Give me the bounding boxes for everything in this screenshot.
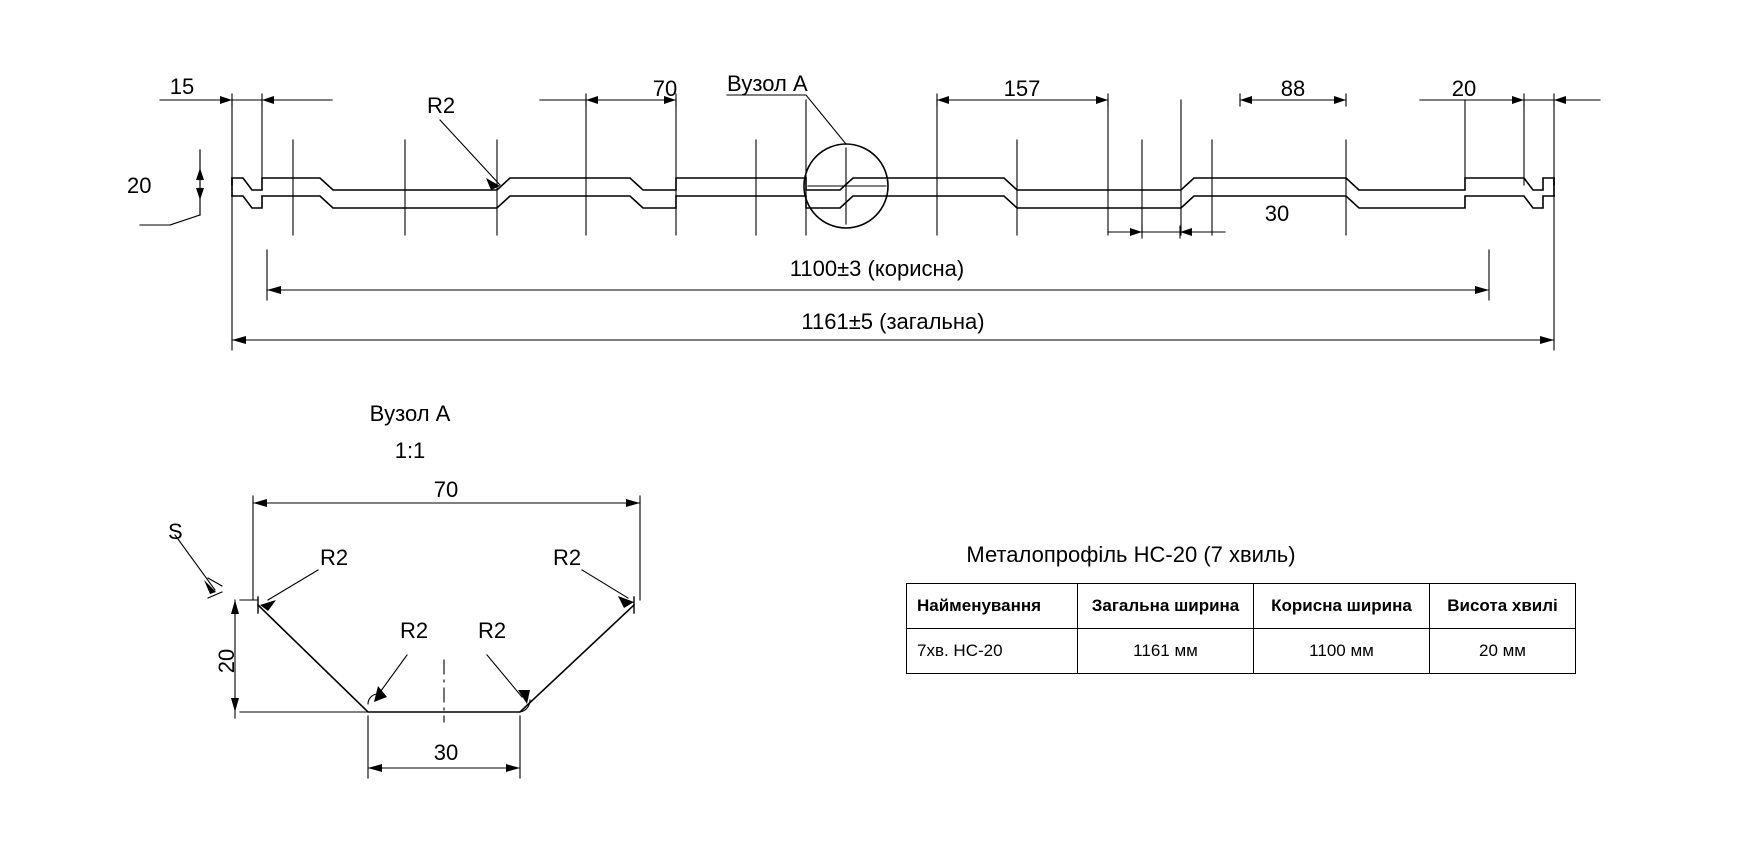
spec-cell-useful-width: 1100 мм [1254, 629, 1430, 674]
dim-label-20-right: 20 [1451, 76, 1477, 101]
detail-dim-label-30: 30 [433, 740, 459, 765]
detail-dim-label-70: 70 [433, 477, 459, 502]
dim-label-15: 15 [169, 74, 195, 99]
node-a-callout-label: Вузол А [727, 71, 808, 96]
dim-label-r2-top: R2 [427, 93, 456, 118]
profile-outer-contour [232, 178, 1554, 190]
profile-inner-contour [232, 196, 1554, 208]
spec-header-name: Найменування [907, 584, 1078, 629]
table-row [907, 629, 1576, 674]
detail-dim-label-r2-inner-right: R2 [478, 618, 507, 643]
dim-30-top [1108, 226, 1225, 238]
spec-cell-name: 7хв. НС-20 [907, 629, 1078, 674]
spec-cell-wave-height: 20 мм [1430, 629, 1576, 674]
spec-header-total-width: Загальна ширина [1078, 584, 1254, 629]
dim-20-right [1420, 94, 1600, 106]
detail-title: Вузол А [369, 401, 451, 426]
detail-r2-leaders [268, 570, 628, 697]
spec-table-header-row [907, 584, 1576, 629]
dim-label-70: 70 [652, 76, 678, 101]
spec-table [906, 583, 1576, 674]
detail-dim-label-r2-inner-left: R2 [400, 618, 429, 643]
detail-dim-70 [253, 496, 640, 600]
spec-header-useful-width: Корисна ширина [1254, 584, 1430, 629]
spec-cell-total-width: 1161 мм [1078, 629, 1254, 674]
detail-dim-label-20: 20 [214, 648, 240, 674]
detail-scale: 1:1 [394, 438, 426, 463]
r2-leader-top [440, 120, 500, 185]
detail-trapezoid [258, 597, 634, 712]
detail-thickness-s [175, 535, 222, 598]
detail-dim-label-r2-left: R2 [320, 545, 349, 570]
detail-dim-20 [235, 600, 368, 718]
dim-label-30-top: 30 [1264, 201, 1290, 226]
dim-label-useful-width: 1100±3 (корисна) [789, 256, 965, 281]
dim-label-total-width: 1161±5 (загальна) [801, 309, 985, 334]
dim-label-88: 88 [1280, 76, 1306, 101]
spec-header-wave-height: Висота хвилі [1430, 584, 1576, 629]
detail-dim-label-r2-right: R2 [553, 545, 582, 570]
detail-dim-label-s: S [168, 519, 183, 544]
dim-label-157: 157 [1003, 76, 1041, 101]
spec-table-title: Металопрофіль НС-20 (7 хвиль) [966, 542, 1296, 567]
dim-label-20-left: 20 [127, 173, 152, 198]
